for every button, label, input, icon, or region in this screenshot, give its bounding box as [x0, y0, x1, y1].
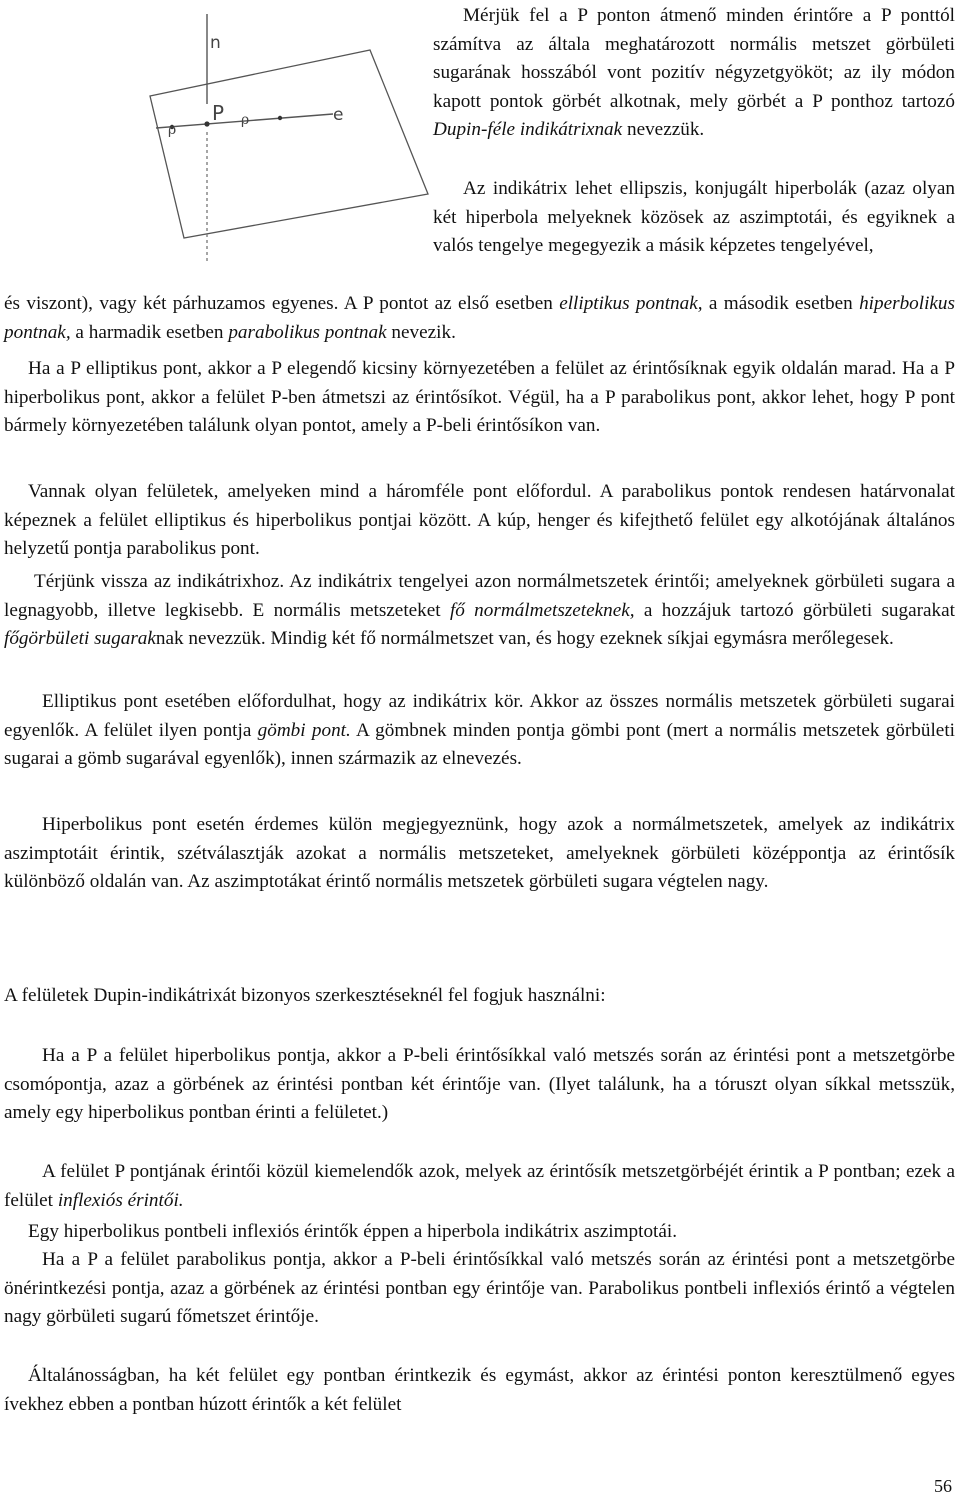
paragraph-spherical-point: Elliptikus pont esetében előfordulhat, hogy az indikátrix kör. Akkor az összes normális metszetek görbületi sugarai egyenlők. A felület ilyen pontja gömbi pont. A gömbnek minden pontja gömbi pont (mert a normális metszetek görbületi sugarai a gömb sugarával egyenlők), innen származik az elnevezés.	[4, 691, 955, 770]
paragraph-surface-points: Vannak olyan felületek, amelyeken mind a háromféle pont előfordul. A parabolikus pontok rendesen határvonalat képeznek a felület elliptikus és hiperbolikus pontjai között. A kúp, henger és kifejthető felület egy alkotójának általános helyzetű pontja parabolikus pont.	[4, 481, 955, 560]
tangent-plane-outline	[150, 50, 428, 238]
paragraph-point-classification: Ha a P elliptikus pont, akkor a P elegendő kicsiny környezetében a felület az érintősíknak egyik oldalán marad. Ha a P hiperbolikus pont, akkor a felület P-ben átmetszi az érintősíkot. Végül, ha a P parabolikus pont, akkor lehet, hogy P pont bármely környezetében találunk olyan pontot, amely a P-beli érintősíkon van.	[4, 358, 955, 437]
label-n: n	[210, 33, 221, 53]
paragraph-hyperbolic-intersection: Ha a P a felület hiperbolikus pontja, akkor a P-beli érintősíkkal való metszés során az érintési pont a metszetgörbe csomópontja, azaz a görbének az érintési pontban két érintője van. (Ilyet találunk, ha a tóruszt olyan síkkal metsszük, amely egy hiperbolikus pontban érinti a felületet.)	[4, 1045, 955, 1124]
point-p-marker	[204, 121, 209, 126]
tangent-plane-diagram	[148, 6, 430, 268]
paragraph-indicatrix-types: és viszont), vagy két párhuzamos egyenes. A P pontot az első esetben elliptikus pontnak, a második esetben hiperbolikus pontnak, a harmadik esetben parabolikus pontnak nevezik.	[4, 293, 955, 343]
tangent-plane-figure	[148, 6, 430, 268]
label-rho-right: ρ	[241, 112, 250, 128]
paragraph-parabolic-intersection: Ha a P a felület parabolikus pontja, akkor a P-beli érintősíkkal való metszés során az érintési pont a metszetgörbe önérintkezési pontja, azaz a görbének az érintési pontban egy érintője van. Parabolikus pontbeli inflexiós érintő a végtelen nagy görbületi sugarú főmetszet érintője.	[4, 1249, 955, 1328]
page-number: 56	[934, 1476, 952, 1496]
paragraph-dupin-definition: Mérjük fel a P ponton átmenő minden érintőre a P ponttól számítva az általa meghatározott normális metszet görbületi sugarának hosszából vont pozitív négyzetgyököt; az ily módon kapott pontok görbét alkotnak, mely görbét a P ponthoz tartozó Dupin-féle indikátrixnak nevezzük.	[433, 5, 955, 141]
section-heading: A felületek Dupin-indikátrixát bizonyos szerkesztéseknél fel fogjuk használni:	[4, 985, 606, 1006]
paragraph-general-contact: Általánosságban, ha két felület egy pontban érintkezik és egymást, akkor az érintési ponton keresztülmenő egyes ívekhez ebben a pontban húzott érintők a két felület	[4, 1365, 955, 1415]
label-p: P	[212, 101, 225, 125]
label-rho-left: ρ	[168, 122, 177, 138]
paragraph-inflexion-tangents: A felület P pontjának érintői közül kiemelendők azok, melyek az érintősík metszetgörbéjét érintik a P pontban; ezek a felület inflexiós érintői.	[4, 1161, 955, 1211]
label-e: e	[333, 105, 344, 125]
paragraph-principal-sections: Térjünk vissza az indikátrixhoz. Az indikátrix tengelyei azon normálmetszetek érintői; amelyeknek görbületi sugara a legnagyobb, illetve legkisebb. E normális metszeteket fő normálmetszeteknek, a hozzájuk tartozó görbületi sugarakat főgörbületi sugaraknak nevezzük. Mindig két fő normálmetszet van, és hogy ezeknek síkjai egymásra merőlegesek.	[4, 571, 955, 650]
paragraph-hyperbolic-inflexion: Egy hiperbolikus pontbeli inflexiós érintők éppen a hiperbola indikátrix aszimptotái.	[28, 1221, 678, 1242]
paragraph-indicatrix-types-top: Az indikátrix lehet ellipszis, konjugált hiperbolák (azaz olyan két hiperbola melyeknek közösek az aszimptotái, és egyiknek a valós tengelye megegyezik a másik képzetes tengelyével,	[433, 178, 955, 257]
paragraph-hyperbolic-point: Hiperbolikus pont esetén érdemes külön megjegyeznünk, hogy azok a normálmetszetek, amelyek az indikátrix aszimptotáit érintik, szétválasztják azokat a normális metszeteket, amelyeknek görbületi középpontja az érintősík különböző oldalán van. Az aszimptotákat érintő normális metszetek görbületi sugara végtelen nagy.	[4, 814, 955, 893]
